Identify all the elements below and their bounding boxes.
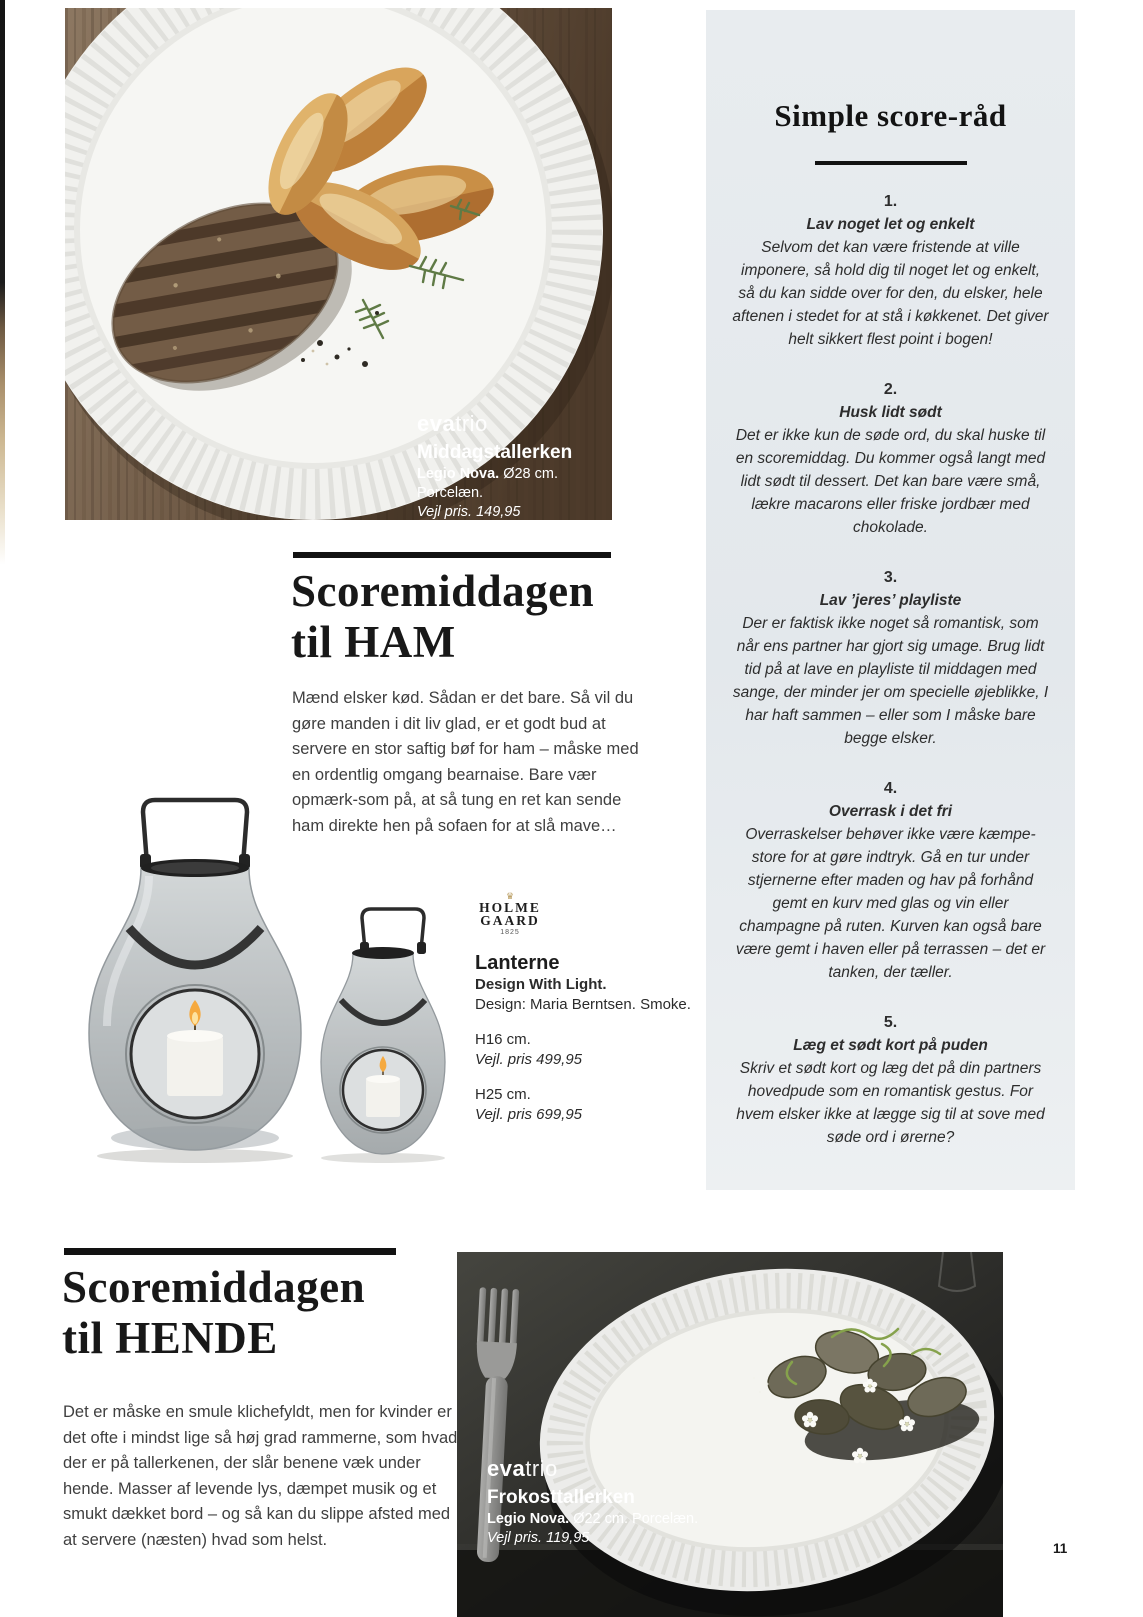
- tip-item-3: 3. Lav ’jeres’ playliste Der er faktisk ikke noget så romantisk, som når ens partner har gjort sig umage. Brug lidt tid på at lave en playliste til middagen med sange, der minder jer om specielle øjeblikke, I har haft sammen – eller som I måske bare begge elsker.: [732, 569, 1049, 747]
- product-designer: Design: Maria Berntsen. Smoke.: [475, 996, 691, 1013]
- product-series: Design With Light.: [475, 976, 607, 993]
- tip-item-5: 5. Læg et sødt kort på puden Skriv et sødt kort og læg det på din partners hovedpude som en romantisk gestus. For hvem elsker ikke at lægge sig til at sove med søde ord i ørerne?: [736, 1014, 1045, 1146]
- product-name: Frokosttallerken: [487, 1487, 635, 1508]
- crown-icon: ♛: [505, 891, 515, 901]
- product-size-1: H16 cm.: [475, 1031, 531, 1048]
- tips-panel-rule: [815, 161, 967, 165]
- holmegaard-logo-year: 1825: [500, 929, 520, 936]
- tip-item-2: 2. Husk lidt sødt Det er ikke kun de søde ord, du skal huske til en scoremiddag. Du kommer også langt med lidt sødt til dessert. Det kan bare være små, lækre macarons eller friske jordbær med chokolade.: [735, 381, 1046, 536]
- lunch-plate-caption: [487, 1457, 698, 1548]
- section-heading-her: Scoremiddagen til HENDE: [62, 1262, 366, 1363]
- large-lantern-shape: [89, 800, 301, 1150]
- product-price-2: Vejl. pris 699,95: [475, 1106, 583, 1123]
- brand-light: trio: [525, 1456, 558, 1481]
- product-price: Vejl pris. 119,95: [487, 1530, 590, 1546]
- evatrio-logo: [417, 412, 612, 436]
- tip-item-4: 4. Overrask i det fri Overraskelser behøver ikke være kæmpe-store for at gøre indtryk. Gå en tur under stjernerne efter maden og hav på forhånd gemt en kurv med glas og vin eller champagne på ruten. Kurven kan også bare være gemt i haven eller på terrassen – det er tanken, der tæller.: [735, 780, 1046, 981]
- product-details: Legio Nova. Ø22 cm. Porcelæn.: [487, 1511, 699, 1527]
- holmegaard-logo-line2: GAARD: [480, 913, 540, 928]
- small-lantern-shape: [321, 909, 445, 1154]
- page-number: 11: [1053, 1541, 1068, 1556]
- lantern-illustration: [65, 778, 465, 1168]
- product-details: Legio Nova. Ø28 cm. Porcelæn.: [417, 466, 559, 501]
- tips-panel-title: Simple score-råd: [774, 98, 1007, 133]
- holmegaard-logo: [475, 892, 545, 936]
- lantern-product-info: [475, 892, 705, 1125]
- lunch-plate-photo: [457, 1252, 1003, 1617]
- page-edge-bleed: [0, 0, 5, 565]
- product-name: Lanterne: [475, 952, 560, 974]
- dinner-plate-caption: [417, 412, 612, 520]
- product-price: Vejl pris. 149,95: [417, 504, 521, 520]
- tip-item-1: 1. Lav noget let og enkelt Selvom det kan være fristende at ville imponere, så hold dig til noget let og enkelt, så du kan sidde over for den, du elsker, hele aftenen i stedet for at stå i køkkenet. Det giver helt sikkert flest point i bogen!: [732, 193, 1049, 348]
- steak-dinner-photo: [65, 8, 612, 520]
- tips-list: [706, 190, 1075, 1149]
- brand-light: trio: [455, 411, 488, 436]
- holmegaard-logo-line1: HOLME: [479, 900, 541, 915]
- tips-panel: [706, 10, 1075, 1190]
- section-body-him: Mænd elsker kød. Sådan er det bare. Så vil du gøre manden i dit liv glad, er et godt bud at servere en stor saftig bøf for ham – måske med en ordentlig omgang bearnaise. Bare vær opmærk-som på, at så tung en ret kan sende ham direkte hen på sofaen for at slå mave…: [292, 689, 639, 835]
- brand-bold: eva: [487, 1456, 526, 1481]
- section-heading-him: Scoremiddagen til HAM: [291, 566, 595, 667]
- divider-rule: [293, 552, 611, 558]
- product-size-2: H25 cm.: [475, 1086, 531, 1103]
- brand-bold: eva: [417, 411, 456, 436]
- section-body-her: Det er måske en smule klichefyldt, men for kvinder er det ofte i mindst lige så høj grad rammerne, som hvad der er på tallerkenen, der slår benene væk under hende. Masser af levende lys, dæmpet musik og et smukt dækket bord – og så kan du slippe afsted med at servere (næsten) hvad som helst.: [63, 1403, 458, 1549]
- product-name: Middagstallerken: [417, 442, 573, 463]
- lantern-photo: [65, 778, 465, 1168]
- lunch-photo-illustration: [457, 1252, 1003, 1617]
- product-price-1: Vejl. pris 499,95: [475, 1051, 583, 1068]
- evatrio-logo: [487, 1457, 698, 1481]
- divider-rule: [64, 1248, 396, 1255]
